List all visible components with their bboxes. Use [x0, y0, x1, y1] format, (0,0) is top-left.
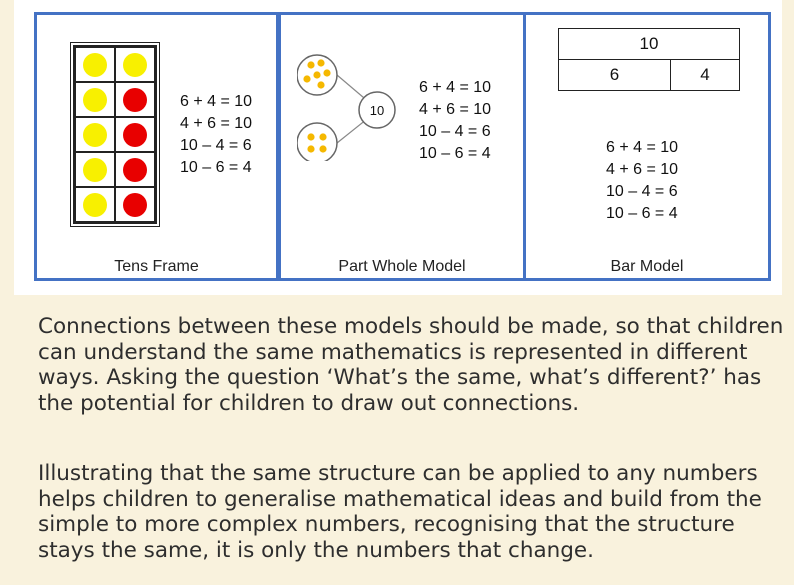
equation: 6 + 4 = 10: [606, 139, 679, 156]
frame-cell: [75, 117, 115, 152]
connections-paragraph: [38, 314, 788, 416]
frame-cell: [115, 47, 155, 82]
panel-label: Tens Frame: [114, 258, 199, 275]
bar-part: 6: [558, 59, 671, 91]
yellow-counter: [83, 88, 107, 112]
frame-cell: [75, 82, 115, 117]
equation: 6 + 4 = 10: [180, 93, 253, 110]
panel-label: Bar Model: [610, 258, 684, 275]
equation: 10 – 4 = 6: [606, 183, 678, 200]
frame-cell: [115, 187, 155, 222]
tens-frame: [73, 45, 157, 224]
equation: 10 – 6 = 4: [180, 159, 252, 176]
models-figure: [14, 0, 782, 295]
frame-cell: [115, 82, 155, 117]
paragraph-text: Connections between these models should be made, so that children can understand the same mathematics is represented in different ways. Asking the question ‘What’s the same, what’s different?’ has the potential for children to draw out connections.: [38, 314, 784, 416]
yellow-counter: [83, 123, 107, 147]
paragraph-text: Illustrating that the same structure can be applied to any numbers helps children to generalise mathematical ideas and build from the simple to more complex numbers, recognising that the structure stays the same, it is only the numbers that change.: [38, 461, 762, 563]
red-counter: [123, 158, 147, 182]
tens-frame-panel: [34, 12, 279, 281]
bar-part: 4: [670, 59, 740, 91]
bar-model-panel: [523, 12, 771, 281]
frame-cell: [75, 47, 115, 82]
yellow-counter: [83, 193, 107, 217]
bar-model-equations: [606, 137, 678, 225]
red-counter: [123, 193, 147, 217]
yellow-counter: [83, 158, 107, 182]
part-whole-equations: [419, 77, 491, 165]
frame-cell: [75, 187, 115, 222]
part-circle-four: [297, 123, 337, 161]
frame-cell: [115, 152, 155, 187]
whole-value: 10: [369, 103, 385, 118]
frame-cell: [115, 117, 155, 152]
yellow-counter: [123, 53, 147, 77]
tens-frame-equations: [180, 91, 252, 179]
panel-label: Part Whole Model: [338, 258, 466, 275]
part-whole-panel: [278, 12, 526, 281]
equation: 10 – 6 = 4: [606, 205, 678, 222]
equation: 10 – 4 = 6: [180, 137, 252, 154]
equation: 10 – 4 = 6: [419, 123, 491, 140]
equation: 10 – 6 = 4: [419, 145, 491, 162]
equation: 4 + 6 = 10: [606, 161, 679, 178]
yellow-counter: [83, 53, 107, 77]
generalise-paragraph: [38, 461, 788, 563]
bar-whole: 10: [558, 28, 740, 60]
equation: 4 + 6 = 10: [419, 101, 492, 118]
equation: 4 + 6 = 10: [180, 115, 253, 132]
part-whole-diagram: [297, 41, 427, 161]
frame-cell: [75, 152, 115, 187]
red-counter: [123, 123, 147, 147]
equation: 6 + 4 = 10: [419, 79, 492, 96]
red-counter: [123, 88, 147, 112]
